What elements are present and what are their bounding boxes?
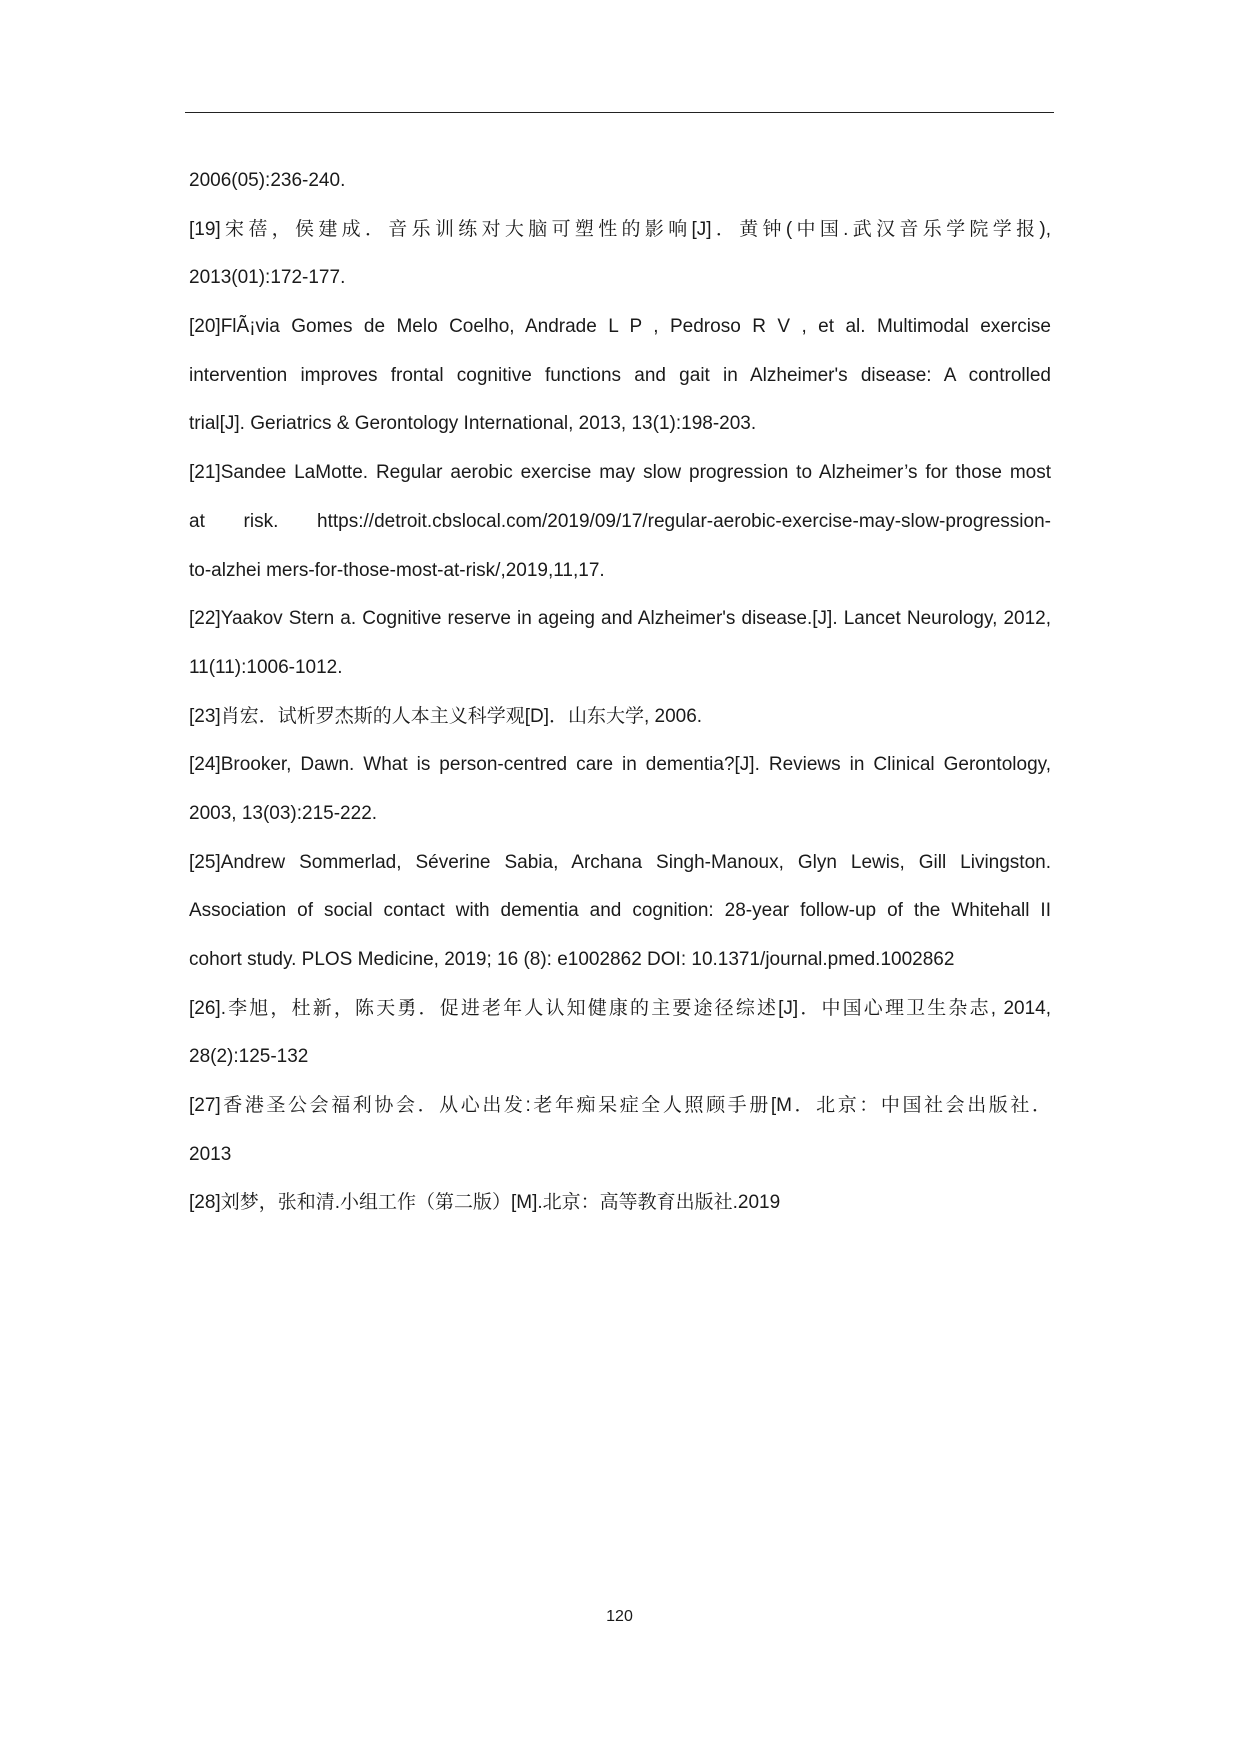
- reference-line: [19]宋蓓，侯建成．音乐训练对大脑可塑性的影响[J]．黄钟(中国.武汉音乐学院学报),: [189, 218, 1051, 240]
- reference-line: [21]Sandee LaMotte. Regular aerobic exercise may slow progression to Alzheimer’s for those most: [189, 462, 1051, 484]
- header-rule: [185, 112, 1054, 113]
- reference-line: cohort study. PLOS Medicine, 2019; 16 (8): e1002862 DOI: 10.1371/journal.pmed.1002862: [189, 949, 955, 970]
- reference-line: [24]Brooker, Dawn. What is person-centred care in dementia?[J]. Reviews in Clinical Gerontology,: [189, 754, 1051, 776]
- reference-line: at risk. https://detroit.cbslocal.com/2019/09/17/regular-aerobic-exercise-may-slow-progression-: [189, 510, 1051, 532]
- page-number: 120: [606, 1608, 633, 1625]
- reference-line: [20]FlÃ¡via Gomes de Melo Coelho, Andrade L P , Pedroso R V , et al. Multimodal exercise: [189, 316, 1051, 338]
- reference-line: 2006(05):236-240.: [189, 170, 346, 191]
- reference-line: [28]刘梦，张和清.小组工作（第二版）[M].北京：高等教育出版社.2019: [189, 1192, 781, 1214]
- reference-line: [25]Andrew Sommerlad, Séverine Sabia, Archana Singh-Manoux, Glyn Lewis, Gill Livingston.: [189, 851, 1051, 873]
- reference-line: [23]肖宏．试析罗杰斯的人本主义科学观[D]．山东大学, 2006.: [189, 705, 703, 727]
- reference-line: 28(2):125-132: [189, 1046, 309, 1068]
- reference-list: [189, 157, 1051, 1228]
- reference-line: [26].李旭，杜新，陈天勇．促进老年人认知健康的主要途径综述[J]．中国心理卫生杂志, 2014,: [189, 997, 1051, 1019]
- reference-line: 11(11):1006-1012.: [189, 656, 343, 678]
- reference-line: 2003, 13(03):215-222.: [189, 802, 378, 824]
- reference-line: 2013(01):172-177.: [189, 267, 346, 289]
- reference-line: intervention improves frontal cognitive functions and gait in Alzheimer's disease: A controlled: [189, 364, 1051, 386]
- reference-line: trial[J]. Geriatrics & Gerontology International, 2013, 13(1):198-203.: [189, 413, 757, 435]
- reference-line: Association of social contact with dementia and cognition: 28-year follow-up of the Whitehall II: [189, 900, 1051, 922]
- reference-line: to-alzhei mers-for-those-most-at-risk/,2019,11,17.: [189, 559, 605, 581]
- reference-line: 2013: [189, 1143, 232, 1165]
- reference-line: [22]Yaakov Stern a. Cognitive reserve in ageing and Alzheimer's disease.[J]. Lancet Neurology, 2012,: [189, 608, 1051, 630]
- reference-line: [27]香港圣公会福利协会．从心出发:老年痴呆症全人照顾手册[M．北京：中国社会出版社．: [189, 1095, 1051, 1117]
